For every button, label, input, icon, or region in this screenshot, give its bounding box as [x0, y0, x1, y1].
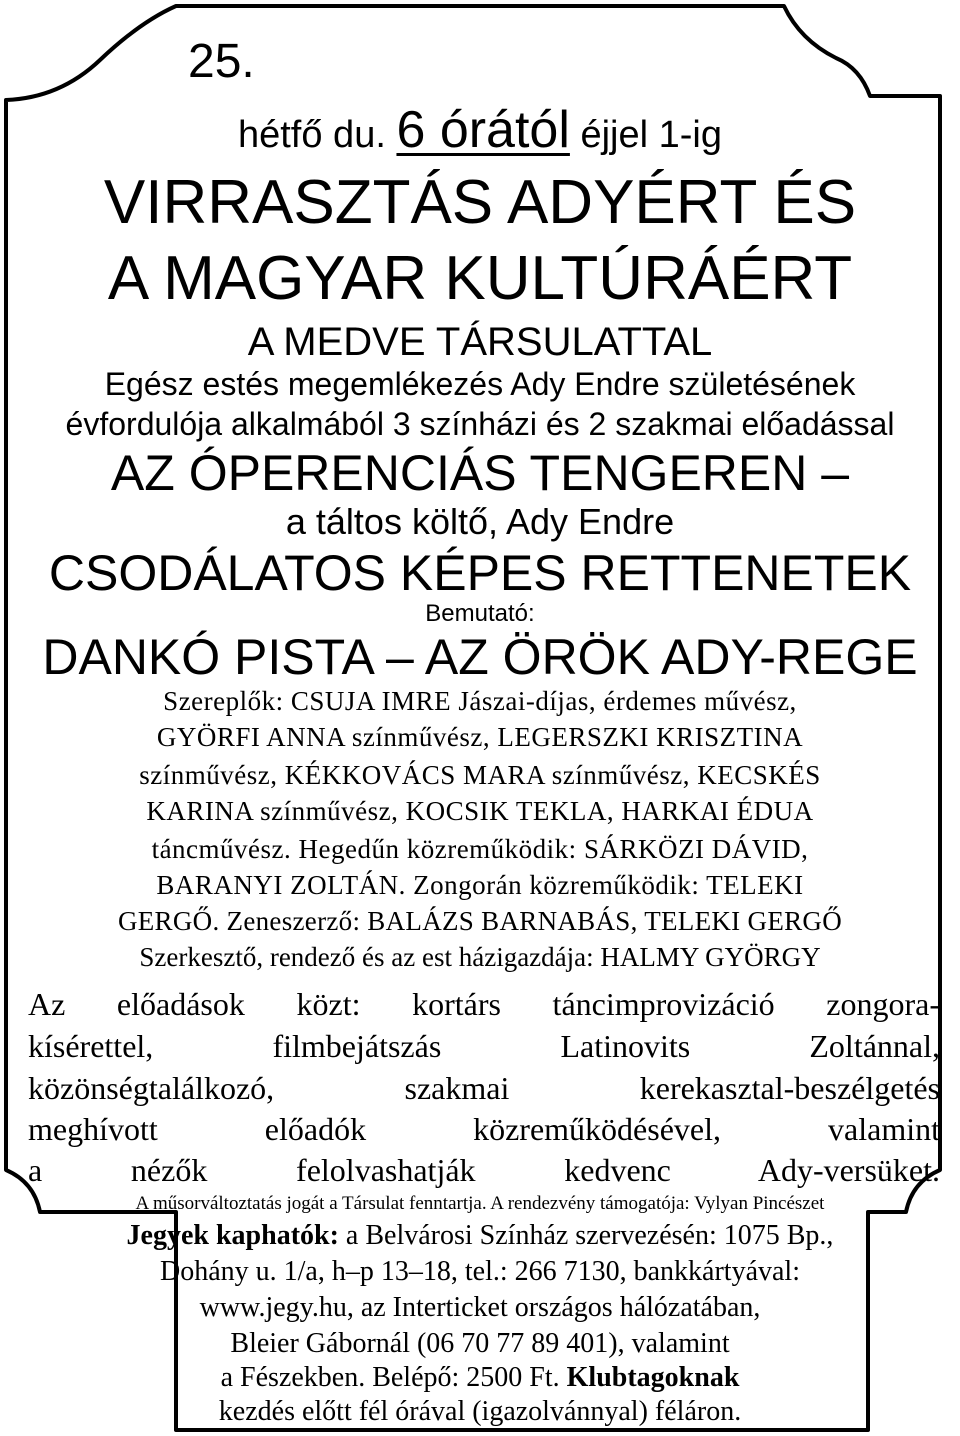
cast-line: Szerkesztő, rendező és az est házigazdája: HALMY GYÖRGY: [139, 942, 821, 972]
cast-line: GYÖRFI ANNA színművész, LEGERSZKI KRISZTINA: [156, 722, 804, 752]
program-line: kísérettel, filmbejátszás Latinovits Zoltánnal,: [28, 1028, 940, 1064]
cast-line: KARINA színművész, KOCSIK TEKLA, HARKAI ÉDUA: [146, 796, 814, 826]
cast-line: színművész, KÉKKOVÁCS MARA színművész, KECSKÉS: [139, 760, 821, 790]
cast-line: Szereplők: CSUJA IMRE Jászai-díjas, érdemes művész,: [163, 686, 797, 716]
cast-line: BARANYI ZOLTÁN. Zongorán közreműködik: TELEKI: [156, 870, 804, 900]
program-line: a nézők felolvashatják kedvenc Ady-versüket.: [28, 1152, 940, 1188]
time-line: [180, 101, 780, 159]
intro-line-1: Egész estés megemlékezés Ady Endre születésének: [104, 366, 856, 402]
tickets-label: Jegyek kaphatók:: [126, 1220, 339, 1251]
title-line-2: A MAGYAR KULTÚRÁÉRT: [107, 244, 853, 313]
tickets-line-1-rest: a Belvárosi Színház szervezésén: 1075 Bp.,: [345, 1220, 834, 1251]
title-line-1: VIRRASZTÁS ADYÉRT ÉS: [103, 168, 857, 237]
performance-3-title: DANKÓ PISTA – AZ ÖRÖK ADY-REGE: [42, 629, 918, 685]
tickets-line-1: [0, 1222, 960, 1250]
tickets-line-5: [0, 1364, 960, 1392]
intro-line-2: évfordulója alkalmából 3 színházi és 2 szakmai előadással: [65, 406, 895, 442]
tickets-line-3: www.jegy.hu, az Interticket országos hálózatában,: [199, 1292, 761, 1323]
presenter-label: Bemutató:: [425, 600, 535, 627]
company-name: A MEDVE TÁRSULATTAL: [247, 320, 713, 364]
tickets-line-2: Dohány u. 1/a, h–p 13–18, tel.: 266 7130, bankkártyával:: [160, 1256, 800, 1287]
performance-2-title: CSODÁLATOS KÉPES RETTENETEK: [48, 545, 912, 601]
program-line: Az előadások közt: kortárs táncimprovizáció zongora-: [28, 986, 940, 1022]
time-before: hétfő du.: [237, 114, 386, 156]
performance-1-subtitle: a táltos költő, Ady Endre: [285, 501, 675, 542]
time-bold: 6 órától: [396, 101, 570, 159]
cast-line: táncművész. Hegedűn közreműködik: SÁRKÖZI DÁVID,: [151, 834, 809, 864]
tickets-line-4: Bleier Gábornál (06 70 77 89 401), valamint: [230, 1328, 730, 1359]
notice-line: A műsorváltoztatás jogát a Társulat fenntartja. A rendezvény támogatója: Vylyan Pincészet: [135, 1193, 825, 1214]
program-line: meghívott előadók közreműködésével, valamint: [28, 1111, 940, 1147]
cast-line: GERGŐ. Zeneszerző: BALÁZS BARNABÁS, TELEKI GERGŐ: [117, 906, 843, 936]
club-members-label: Klubtagoknak: [566, 1362, 740, 1393]
performance-1-title: AZ ÓPERENCIÁS TENGEREN –: [110, 445, 850, 501]
tickets-line-6: kezdés előtt fél órával (igazolvánnyal) féláron.: [218, 1396, 742, 1427]
program-line: közönségtalálkozó, szakmai kerekasztal-beszélgetés: [28, 1070, 940, 1106]
time-after: éjjel 1-ig: [580, 114, 722, 156]
tickets-line-5-text: a Fészekben. Belépő: 2500 Ft.: [220, 1362, 560, 1393]
day-number: 25.: [188, 35, 255, 88]
